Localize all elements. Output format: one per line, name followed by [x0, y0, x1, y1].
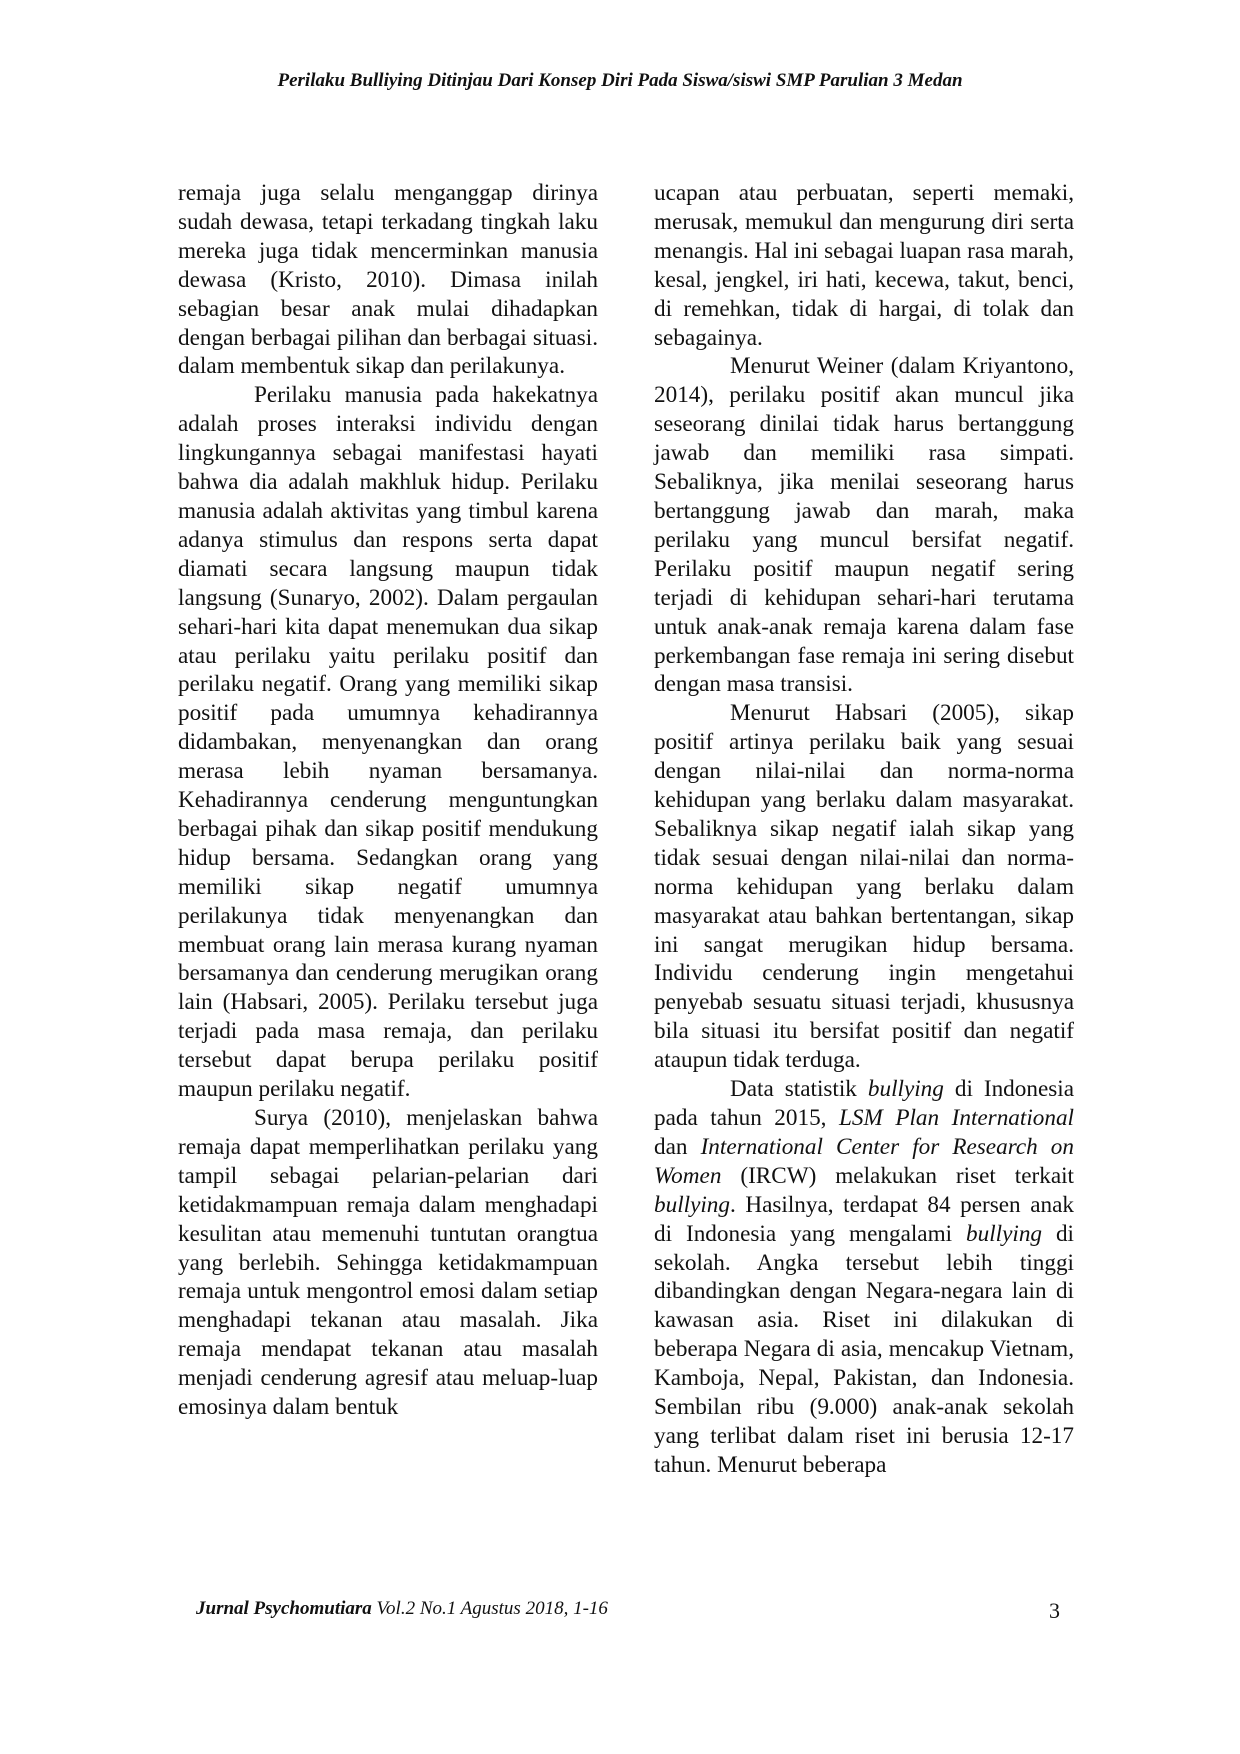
- journal-name: Jurnal Psychomutiara: [196, 1598, 372, 1619]
- paragraph: Perilaku manusia pada hakekatnya adalah proses interaksi individu dengan lingkungannya sebagai manifestasi hayati bahwa dia adalah makhluk hidup. Perilaku manusia adalah aktivitas yang timbul karena adanya stimulus dan respons serta dapat diamati secara langsung maupun tidak langsung (Sunaryo, 2002). Dalam pergaulan sehari-hari kita dapat menemukan dua sikap atau perilaku yaitu perilaku positif dan perilaku negatif. Orang yang memiliki sikap positif pada umumnya kehadirannya didambakan, menyenangkan dan orang merasa lebih nyaman bersamanya. Kehadirannya cenderung menguntungkan berbagai pihak dan sikap positif mendukung hidup bersama. Sedangkan orang yang memiliki sikap negatif umumnya perilakunya tidak menyenangkan dan membuat orang lain merasa kurang nyaman bersamanya dan cenderung merugikan orang lain (Habsari, 2005). Perilaku tersebut juga terjadi pada masa remaja, dan perilaku tersebut dapat berupa perilaku positif maupun perilaku negatif.: [178, 382, 598, 1103]
- paragraph-bullying-statistics: [654, 1075, 1074, 1480]
- italic-term: International Center for Research on Women: [654, 1133, 1074, 1189]
- paragraph: ucapan atau perbuatan, seperti memaki, merusak, memukul dan mengurung diri serta menangis. Hal ini sebagai luapan rasa marah, kesal, jengkel, iri hati, kecewa, takut, benci, di remehkan, tidak di hargai, di tolak dan sebagainya.: [654, 180, 1074, 351]
- italic-term: bullying: [867, 1076, 944, 1103]
- paragraph: Surya (2010), menjelaskan bahwa remaja dapat memperlihatkan perilaku yang tampil sebagai pelarian-pelarian dari ketidakmampuan remaja dalam menghadapi kesulitan atau memenuhi tuntutan orangtua yang berlebih. Sehingga ketidakmampuan remaja untuk mengontrol emosi dalam setiap menghadapi tekanan atau masalah. Jika remaja mendapat tekanan atau masalah menjadi cenderung agresif atau meluap-luap emosinya dalam bentuk: [178, 1105, 598, 1421]
- text-run: Data statistik: [730, 1076, 868, 1103]
- paragraph: remaja juga selalu menganggap dirinya sudah dewasa, tetapi terkadang tingkah laku mereka juga tidak mencerminkan manusia dewasa (Kristo, 2010). Dimasa inilah sebagian besar anak mulai dihadapkan dengan berbagai pilihan dan berbagai situasi. dalam membentuk sikap dan perilakunya.: [178, 180, 598, 380]
- journal-citation: [196, 1598, 608, 1620]
- paragraph: Menurut Weiner (dalam Kriyantono, 2014), perilaku positif akan muncul jika seseorang dinilai tidak harus bertanggung jawab dan memiliki rasa simpati. Sebaliknya, jika menilai seseorang harus bertanggung jawab dan marah, maka perilaku yang muncul bersifat negatif. Perilaku positif maupun negatif sering terjadi di kehidupan sehari-hari terutama untuk anak-anak remaja karena dalam fase perkembangan fase remaja ini sering disebut dengan masa transisi.: [654, 353, 1074, 698]
- text-run: di sekolah. Angka tersebut lebih tinggi dibandingkan dengan Negara-negara lain di kawasan asia. Riset ini dilakukan di beberapa Negara di asia, mencakup Vietnam, Kamboja, Nepal, Pakistan, dan Indonesia. Sembilan ribu (9.000) anak-anak sekolah yang terlibat dalam riset ini berusia 12-17 tahun. Menurut beberapa: [654, 1220, 1074, 1478]
- text-run: di Indonesia pada tahun 2015,: [654, 1076, 1075, 1131]
- text-run: dan: [654, 1133, 701, 1160]
- paragraph: Menurut Habsari (2005), sikap positif artinya perilaku baik yang sesuai dengan nilai-nilai dan norma-norma kehidupan yang berlaku dalam masyarakat. Sebaliknya sikap negatif ialah sikap yang tidak sesuai dengan nilai-nilai dan norma-norma kehidupan yang berlaku dalam masyarakat atau bahkan bertentangan, sikap ini sangat merugikan hidup bersama. Individu cenderung ingin mengetahui penyebab sesuatu situasi terjadi, khususnya bila situasi itu bersifat positif dan negatif ataupun tidak terduga.: [654, 700, 1074, 1074]
- volume-info: Vol.2 No.1 Agustus 2018, 1-16: [371, 1598, 608, 1619]
- italic-term: bullying: [654, 1191, 730, 1218]
- running-title: Perilaku Bulliying Ditinjau Dari Konsep Diri Pada Siswa/siswi SMP Parulian 3 Medan: [277, 70, 963, 91]
- right-column: [654, 179, 1074, 1480]
- text-run: . Hasilnya, terdapat 84 persen anak di Indonesia yang mengalami: [654, 1191, 1074, 1247]
- page-number: 3: [1049, 1598, 1060, 1623]
- left-column: [178, 179, 598, 1422]
- italic-term: bullying: [966, 1220, 1043, 1247]
- italic-term: LSM Plan International: [839, 1105, 1074, 1131]
- text-run: (IRCW) melakukan riset terkait: [721, 1162, 1074, 1189]
